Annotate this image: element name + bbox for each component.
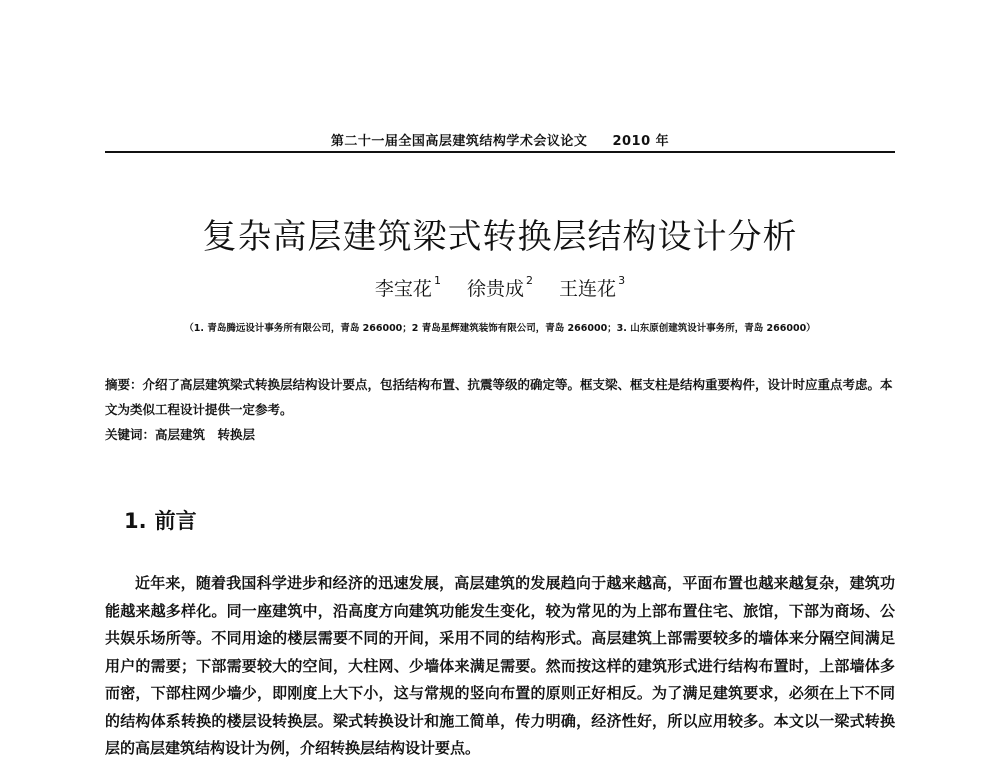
author-list <box>0 274 1000 301</box>
section-title: 前言 <box>154 509 197 534</box>
abstract-block <box>105 372 895 447</box>
body-paragraph: 近年来，随着我国科学进步和经济的迅速发展，高层建筑的发展趋向于越来越高，平面布置也越来越复杂，建筑功能越来越多样化。同一座建筑中，沿高度方向建筑功能发生变化，较为常见的为上部布置住宅、旅馆，下部为商场、公共娱乐场所等。不同用途的楼层需要不同的开间，采用不同的结构形式。高层建筑上部需要较多的墙体来分隔空间满足用户的需要；下部需要较大的空间，大柱网、少墙体来满足需要。然而按这样的建筑形式进行结构布置时，上部墙体多而密，下部柱网少墙少，即刚度上大下小，这与常规的竖向布置的原则正好相反。为了满足建筑要求，必须在上下不同的结构体系转换的楼层设转换层。梁式转换设计和施工简单，传力明确，经济性好，所以应用较多。本文以一梁式转换层的高层建筑结构设计为例，介绍转换层结构设计要点。 <box>105 574 895 757</box>
section-number: 1. <box>124 509 147 534</box>
conference-name: 第二十一届全国高层建筑结构学术会议论文 <box>330 134 588 149</box>
author-name: 王连花 <box>559 278 617 300</box>
author-affiliation-mark: 2 <box>526 274 533 287</box>
author-name: 李宝花 <box>374 278 432 300</box>
paper-title: 复杂高层建筑梁式转换层结构设计分析 <box>202 216 798 257</box>
author-2 <box>466 274 533 300</box>
author-1 <box>374 274 441 300</box>
running-header <box>105 130 895 149</box>
abstract-text: 摘要：介绍了高层建筑梁式转换层结构设计要点，包括结构布置、抗震等级的确定等。框支梁、框支柱是结构重要构件，设计时应重点考虑。本文为类似工程设计提供一定参考。 <box>105 377 893 417</box>
affiliations: （1. 青岛腾远设计事务所有限公司，青岛 266000；2 青岛星辉建筑装饰有限公司，青岛 266000；3. 山东原创建筑设计事务所，青岛 266000） <box>184 323 816 334</box>
conference-year: 2010 年 <box>612 134 670 149</box>
author-affiliation-mark: 3 <box>618 274 626 287</box>
section-heading <box>124 505 197 535</box>
author-3 <box>559 274 626 300</box>
keywords: 关键词：高层建筑 转换层 <box>105 427 256 442</box>
author-name: 徐贵成 <box>466 278 524 300</box>
header-rule <box>105 151 895 153</box>
author-affiliation-mark: 1 <box>433 274 441 287</box>
